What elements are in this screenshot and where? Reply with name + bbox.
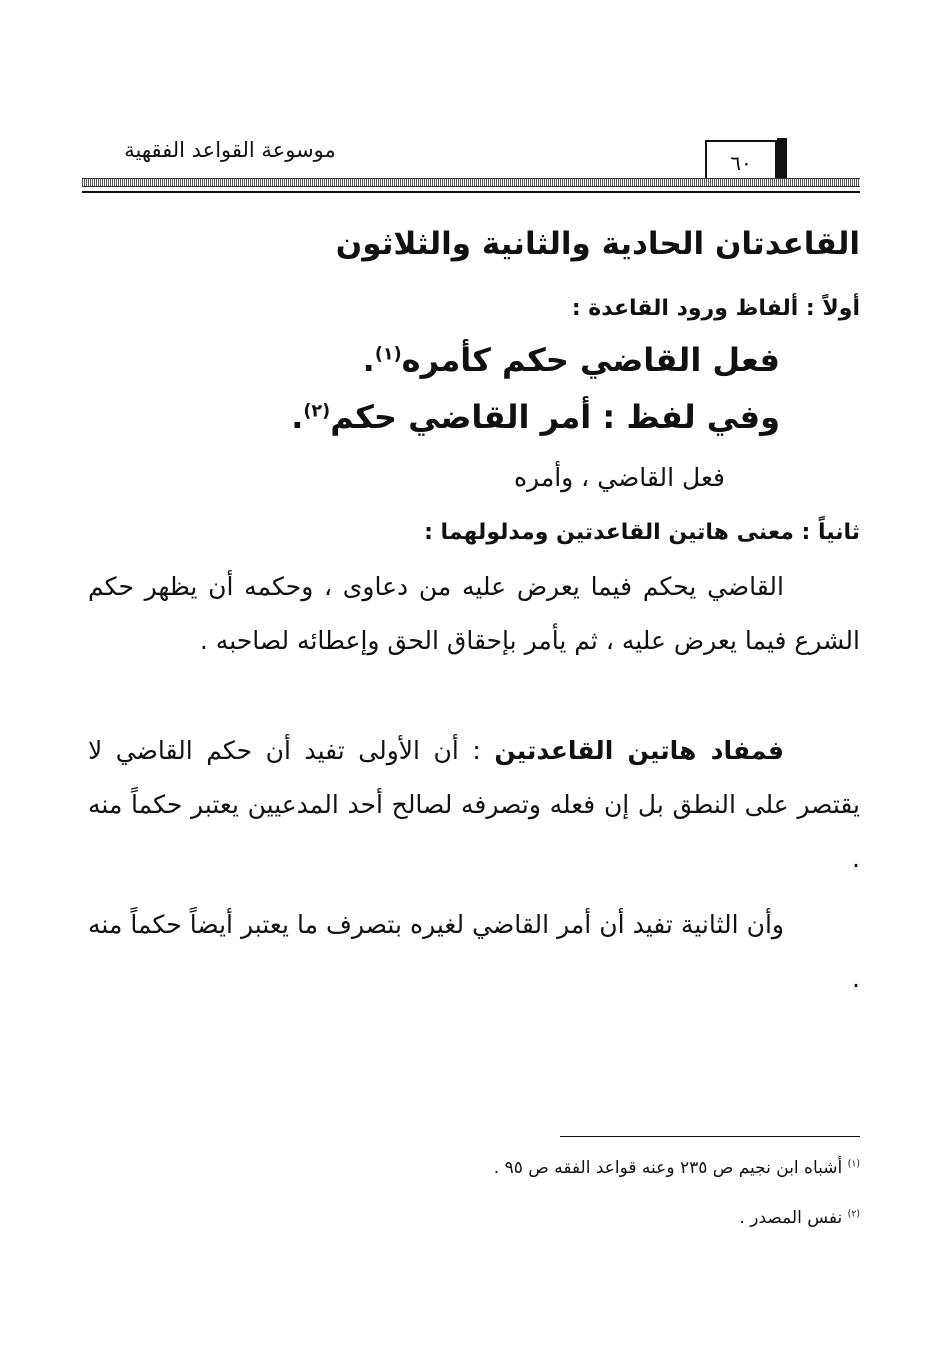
footnote-1-text: أشباه ابن نجيم ص ٢٣٥ وعنه قواعد الفقه ص ٩٥ . xyxy=(493,1158,843,1178)
section-title-1: أولاً : ألفاظ ورود القاعدة : xyxy=(571,296,860,321)
footnote-2-text: نفس المصدر . xyxy=(739,1208,843,1228)
paragraph-2 xyxy=(88,724,860,886)
rule-statement-2: وفي لفظ : أمر القاضي حكم$^{(٢)}$. xyxy=(291,398,780,436)
header-hatch-rule xyxy=(82,178,860,187)
paragraph-3 xyxy=(88,898,860,1006)
paragraph-1 xyxy=(88,560,860,668)
footnote-ref-1[interactable]: (١) xyxy=(374,344,402,365)
rule-statement-1: فعل القاضي حكم كأمره$^{(١)}$. xyxy=(362,341,780,379)
header-rule xyxy=(82,191,860,193)
footnote-1-mark: (١) xyxy=(847,1158,860,1170)
paragraph-3-text: وأن الثانية تفيد أن أمر القاضي لغيره بتصرف ما يعتبر أيضاً حكماً منه . xyxy=(88,910,860,993)
paragraph-2-lead: فمفاد هاتين القاعدتين xyxy=(494,736,784,765)
page-number-text: ٦٠ xyxy=(730,151,752,175)
paragraph-2-text: : أن الأولى تفيد أن حكم القاضي لا يقتصر على النطق بل إن فعله وتصرفه لصالح أحد المدعيين يعتبر حكماً منه . xyxy=(88,736,860,873)
paragraph-1-text: القاضي يحكم فيما يعرض عليه من دعاوى ، وحكمه أن يظهر حكم الشرع فيما يعرض عليه ، ثم يأمر بإحقاق الحق وإعطائه لصاحبه . xyxy=(88,572,860,655)
footnote-ref-2[interactable]: (٢) xyxy=(303,401,331,422)
section-title-2: ثانياً : معنى هاتين القاعدتين ومدلولهما : xyxy=(424,520,860,545)
chapter-heading: القاعدتان الحادية والثانية والثلاثون xyxy=(335,226,860,262)
book-title: موسوعة القواعد الفقهية xyxy=(124,138,336,162)
footnote-1 xyxy=(494,1158,860,1178)
rule-2-text: وفي لفظ : أمر القاضي حكم xyxy=(330,398,780,436)
footnote-2 xyxy=(739,1208,860,1228)
footnote-rule xyxy=(560,1136,860,1137)
rule-short-name: فعل القاضي ، وأمره xyxy=(513,463,725,492)
footnote-2-mark: (٢) xyxy=(847,1208,860,1220)
rule-1-text: فعل القاضي حكم كأمره xyxy=(401,341,780,379)
